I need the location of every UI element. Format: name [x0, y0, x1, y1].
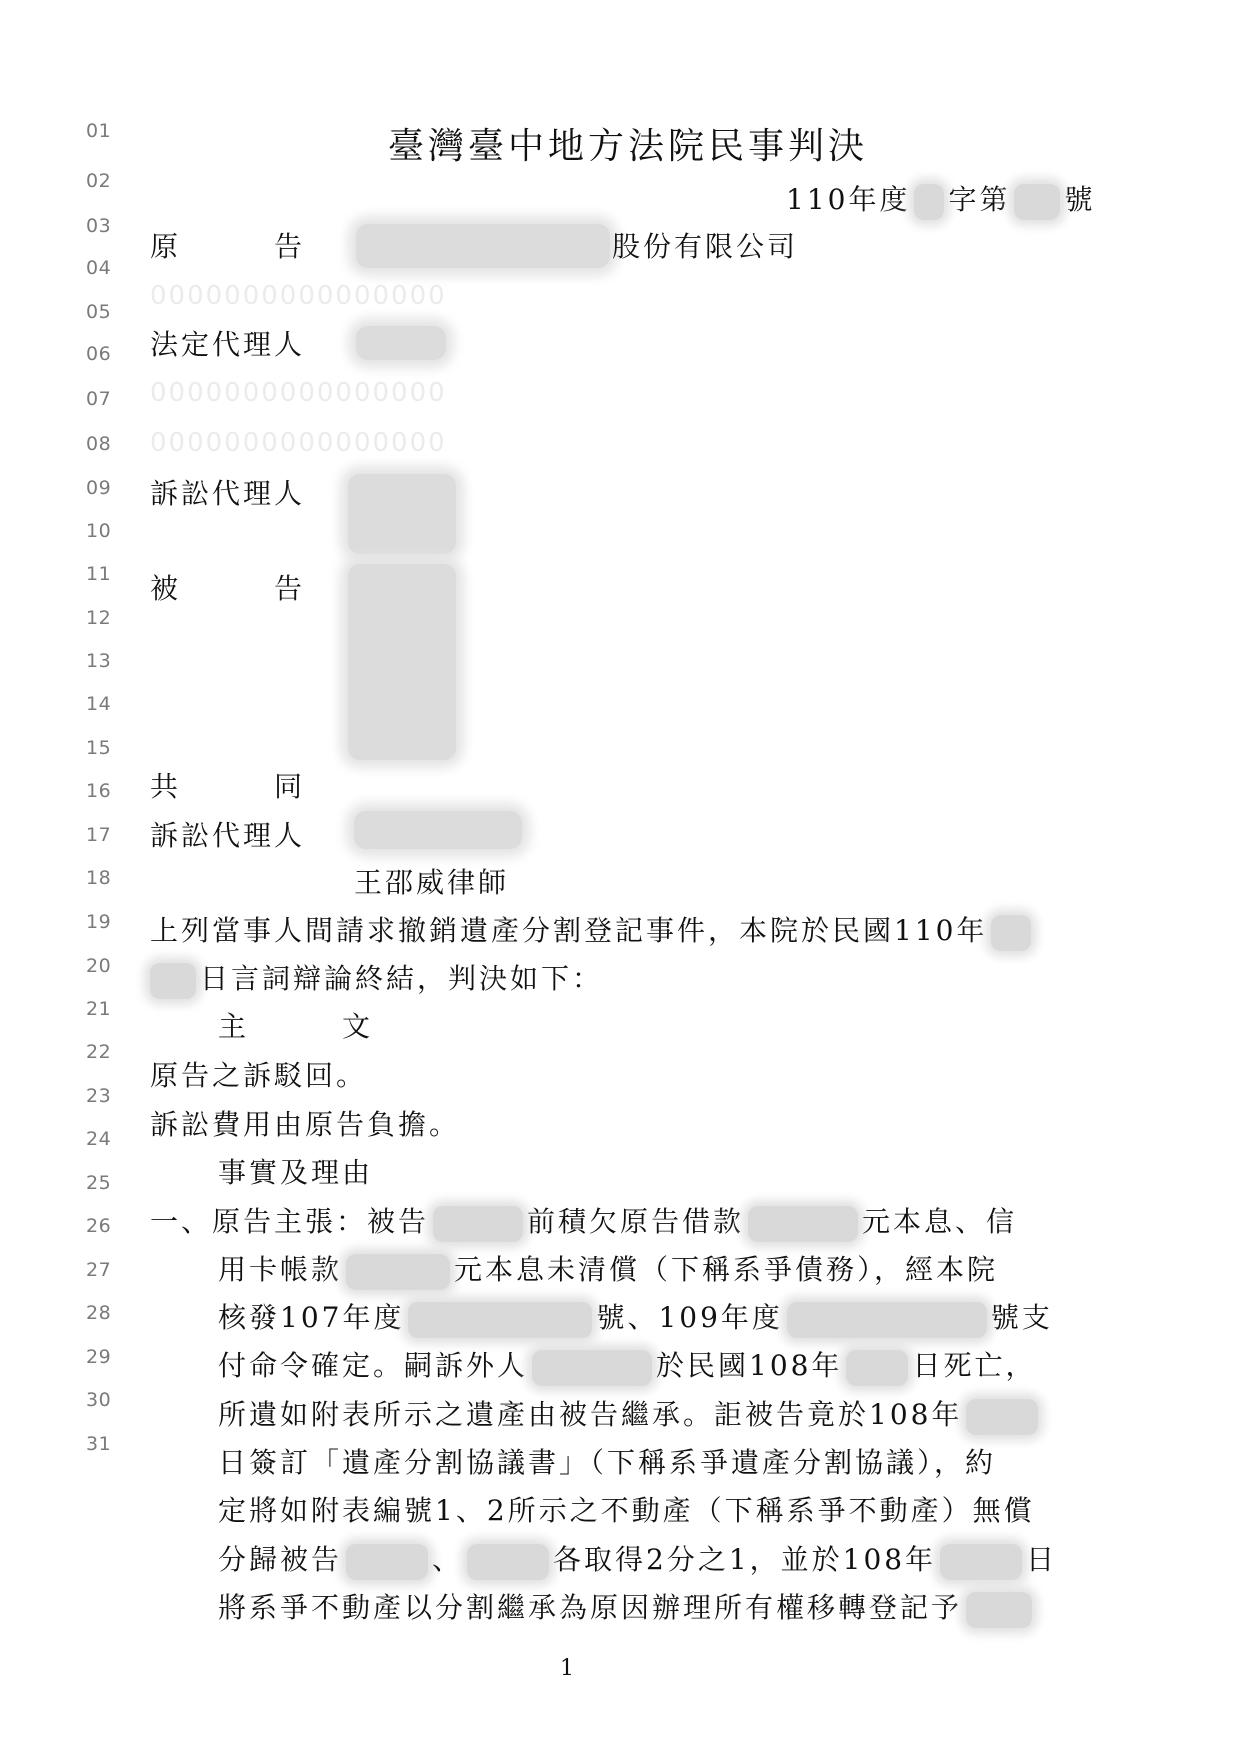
body-line: 將系爭不動產以分割繼承為原因辦理所有權移轉登記予	[218, 1591, 1036, 1628]
body-line: 日言詞辯論終結，判決如下：	[146, 962, 603, 999]
line-number: 04	[86, 257, 112, 279]
body-line: 所遺如附表所示之遺產由被告繼承。詎被告竟於108年	[218, 1398, 1042, 1435]
lawyer-name: 王邵威律師	[354, 866, 510, 899]
redacted-block	[966, 1399, 1038, 1435]
redacted-block	[940, 1544, 1022, 1580]
facts-heading: 事實及理由	[218, 1156, 374, 1189]
line-number: 05	[86, 301, 112, 323]
line-number: 30	[86, 1389, 112, 1411]
placeholder-line: 0000000000000000	[150, 428, 447, 458]
line-number: 22	[86, 1041, 112, 1063]
line-number: 09	[86, 477, 112, 499]
redacted-block	[408, 1302, 592, 1338]
line-number: 18	[86, 867, 112, 889]
line-number: 17	[86, 824, 112, 846]
line-number: 13	[86, 650, 112, 672]
placeholder-line: 0000000000000000	[150, 281, 447, 311]
redacted-block	[846, 1350, 908, 1386]
body-line: 上列當事人間請求撤銷遺產分割登記事件，本院於民國110年	[150, 914, 1035, 951]
line-number: 07	[86, 388, 112, 410]
line-number: 12	[86, 607, 112, 629]
line-number: 16	[86, 780, 112, 802]
redacted-block	[914, 184, 944, 220]
redacted-block	[346, 1254, 450, 1290]
redacted-block	[356, 326, 446, 360]
body-line: 用卡帳款 元本息未清償（下稱系爭債務），經本院	[218, 1253, 998, 1290]
redacted-block	[346, 1544, 428, 1580]
redacted-block	[356, 224, 610, 268]
body-line: 訴訟費用由原告負擔。	[150, 1108, 461, 1141]
line-number: 08	[86, 433, 112, 455]
redacted-block	[991, 915, 1031, 951]
line-number: 24	[86, 1128, 112, 1150]
line-number: 15	[86, 737, 112, 759]
line-number: 25	[86, 1172, 112, 1194]
page-number: 1	[560, 1656, 574, 1681]
document-title: 臺灣臺中地方法院民事判決	[388, 126, 869, 167]
plaintiff-name-suffix: 股份有限公司	[612, 230, 799, 263]
redacted-block	[966, 1592, 1032, 1628]
redacted-block	[467, 1544, 549, 1580]
redacted-block	[348, 564, 456, 760]
line-number: 27	[86, 1259, 112, 1281]
body-line: 核發107年度 號、109年度 號支	[218, 1301, 1053, 1338]
line-number: 21	[86, 998, 112, 1020]
case-number: 110年度 字第 號	[786, 183, 1095, 220]
placeholder-line: 0000000000000000	[150, 378, 447, 408]
redacted-block	[150, 963, 196, 999]
line-number: 06	[86, 343, 112, 365]
body-line: 原告之訴駁回。	[150, 1059, 368, 1092]
plaintiff-label: 原 告	[150, 230, 306, 263]
line-number: 23	[86, 1085, 112, 1107]
redacted-block	[354, 811, 522, 849]
defendant-label: 被 告	[150, 572, 306, 605]
line-number: 31	[86, 1433, 112, 1455]
body-line: 分歸被告 、 各取得2分之1，並於108年 日	[218, 1543, 1057, 1580]
line-number: 03	[86, 215, 112, 237]
legal-rep-label: 法定代理人	[150, 328, 306, 361]
line-number: 01	[86, 120, 112, 142]
joint-agent-label: 訴訟代理人	[150, 819, 306, 852]
litigation-agent-label: 訴訟代理人	[150, 477, 306, 510]
joint-label: 共 同	[150, 770, 306, 803]
line-number: 28	[86, 1302, 112, 1324]
line-number: 11	[86, 563, 112, 585]
line-number: 14	[86, 693, 112, 715]
line-number: 20	[86, 955, 112, 977]
redacted-block	[748, 1206, 858, 1242]
body-line: 日簽訂「遺產分割協議書」（下稱系爭遺產分割協議），約	[218, 1446, 997, 1479]
redacted-block	[1014, 184, 1060, 220]
redacted-block	[787, 1302, 987, 1338]
body-line: 定將如附表編號1、2所示之不動產（下稱系爭不動產）無償	[218, 1494, 1035, 1527]
body-line: 付命令確定。嗣訴外人 於民國108年 日死亡，	[218, 1349, 1036, 1386]
line-number: 02	[86, 170, 112, 192]
line-number: 26	[86, 1215, 112, 1237]
redacted-block	[532, 1350, 652, 1386]
main-heading: 主 文	[218, 1010, 374, 1043]
line-number: 19	[86, 911, 112, 933]
body-line: 一、原告主張：被告 前積欠原告借款 元本息、信	[150, 1205, 1017, 1242]
redacted-block	[433, 1206, 523, 1242]
line-number: 29	[86, 1346, 112, 1368]
redacted-block	[348, 474, 456, 554]
line-number: 10	[86, 520, 112, 542]
